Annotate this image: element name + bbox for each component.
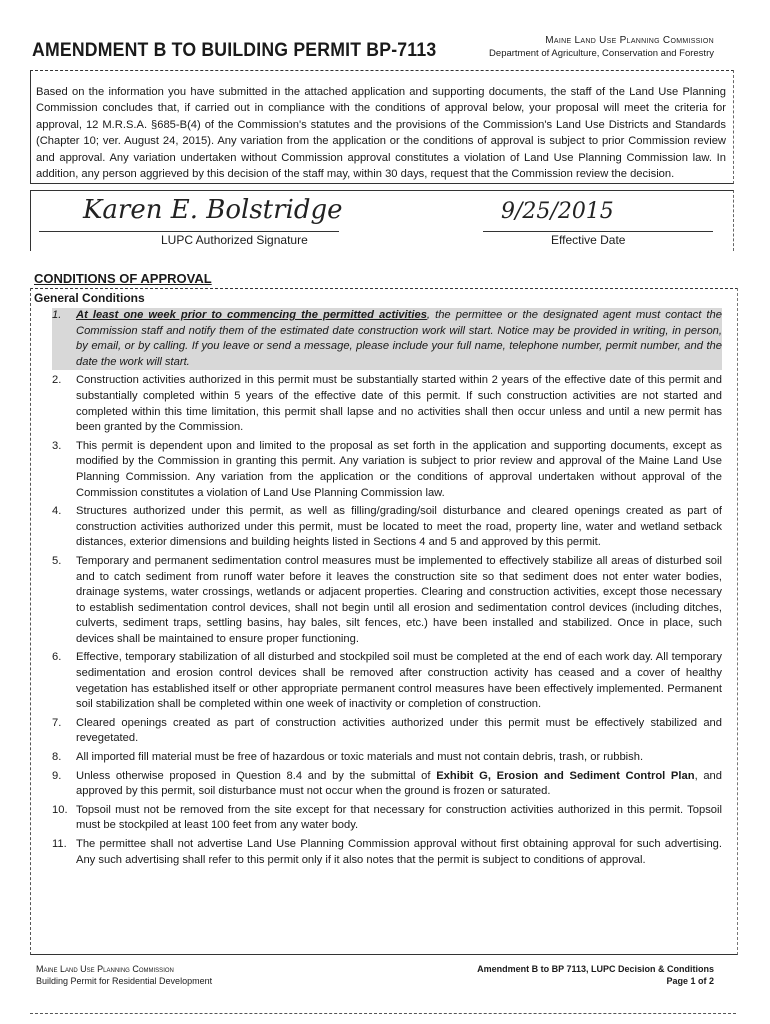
condition-item xyxy=(36,439,722,501)
condition-number: 2. xyxy=(52,374,62,387)
footer-doc-ref: Amendment B to BP 7113, LUPC Decision & Conditions xyxy=(477,964,714,974)
agency-block xyxy=(489,34,714,60)
footer-agency: Maine Land Use Planning Commission xyxy=(36,964,174,974)
condition-text: , and approved by this permit, soil disturbance must not occur when the ground is frozen or saturated. xyxy=(76,769,722,798)
agency-name: Maine Land Use Planning Commission xyxy=(545,35,714,46)
condition-item xyxy=(36,716,722,747)
condition-text: Construction activities authorized in this permit must be substantially started within 2 years of the effective date of this permit and substantially completed within 5 years of the effective date of this permit. If such construction activities are not started and completed within this time limitation, this permit shall lapse and no activities shall then occur unless and until a new permit has been granted by the Commission. xyxy=(76,374,722,434)
condition-item xyxy=(36,504,722,551)
condition-text: Temporary and permanent sedimentation control measures must be implemented to effectively stabilize all areas of disturbed soil and to catch sediment from runoff water before it leaves the construction site so that sediment does not enter water bodies, drainage systems, water crossings, wetlands or adjacent properties. Clearing and construction activities, except those necessary to establish sedimentation control devices, shall not begin until all erosion and sedimentation control devices (including ditches, culverts, sediment traps, settling basins, hay bales, silt fences, etc.) have been installed and stabilized. Once in place, such devices shall be maintained to ensure proper functioning. xyxy=(76,554,722,645)
condition-item xyxy=(36,837,722,868)
condition-item xyxy=(36,650,722,712)
signature-box xyxy=(30,190,734,251)
conditions-subheading: General Conditions xyxy=(34,291,145,305)
intro-paragraph: Based on the information you have submitted in the attached application and supporting documents, the staff of the Land Use Planning Commission concludes that, if carried out in compliance with the conditions of approval below, your proposal will meet the criteria for approval, 12 M.R.S.A. §685-B(4) of the Commission's statutes and the provisions of the Commission's Land Use Districts and Standards (Chapter 10; ver. August 24, 2015). Any variation from the application or the conditions of approval is subject to prior Commission review and approval. Any variation undertaken without Commission approval constitutes a violation of Land Use Planning Commission law. In addition, any person aggrieved by this decision of the staff may, within 30 days, request that the Commission review the decision. xyxy=(36,86,726,181)
footer-doc-type: Building Permit for Residential Development xyxy=(36,976,213,986)
condition-number: 11. xyxy=(52,838,67,850)
condition-number: 7. xyxy=(52,716,62,729)
condition-text: Cleared openings created as part of construction activities authorized under this permit must be effectively stabilized and revegetated. xyxy=(76,716,722,745)
condition-text: Topsoil must not be removed from the site except for that necessary for construction activities authorized in this permit. Topsoil must be stockpiled at least 100 feet from any water body. xyxy=(76,803,722,832)
condition-text: Structures authorized under this permit, as well as filling/grading/soil disturbance and cleared openings created as part of construction activities authorized under this permit, must be located to meet the road, property line, water and wetland setback distances, exterior dimensions and building heights listed in Sections 4 and 5 and approved by this permit. xyxy=(76,505,722,549)
signature-label: LUPC Authorized Signature xyxy=(161,233,308,247)
condition-text: Effective, temporary stabilization of all disturbed and stockpiled soil must be completed at the end of each work day. All temporary sedimentation and erosion control devices shall be removed after construction activity has ceased and a cover of healthy vegetation has established itself or other appropriate permanent control measures have been effectively implemented. Permanent soil stabilization shall be completed within one week of inactivity or completion of construction. xyxy=(76,651,722,711)
handwritten-signature: Karen E. Bolstridge xyxy=(83,195,343,225)
condition-item xyxy=(36,803,722,834)
condition-item xyxy=(36,373,722,435)
department-name: Department of Agriculture, Conservation and Forestry xyxy=(489,48,714,59)
conditions-list xyxy=(36,308,722,871)
date-line xyxy=(483,231,713,232)
condition-number: 3. xyxy=(52,439,62,452)
condition-number: 6. xyxy=(52,651,62,664)
condition-number: 1. xyxy=(52,309,62,321)
footer-right xyxy=(477,963,714,987)
condition-number: 4. xyxy=(52,505,62,518)
condition-lead: At least one week prior to commencing the permitted activities xyxy=(76,309,427,321)
condition-text: This permit is dependent upon and limited to the proposal as set forth in the application and supporting documents, except as modified by the Commission in granting this permit. Any variation is subject to prior review and approval of the Maine Land Use Planning Commission. Any variation from the application or the conditions of approval undertaken without approval of the Commission constitutes a violation of Land Use Planning Commission law. xyxy=(76,439,722,499)
condition-text-pre: Unless otherwise proposed in Question 8.4 and by the submittal of xyxy=(76,769,437,782)
page-number: Page 1 of 2 xyxy=(666,976,714,986)
footer-left xyxy=(36,963,212,987)
condition-text: The permittee shall not advertise Land Use Planning Commission approval without first obtaining approval for such advertising. Any such advertising shall refer to this permit only if it also notes that the permit is subject to conditions of approval. xyxy=(76,838,722,866)
condition-number: 5. xyxy=(52,554,62,567)
condition-number: 8. xyxy=(52,751,62,764)
condition-item xyxy=(36,769,722,800)
handwritten-date: 9/25/2015 xyxy=(501,199,614,224)
condition-item xyxy=(36,554,722,648)
condition-item xyxy=(52,308,722,370)
condition-number: 10. xyxy=(52,803,68,816)
condition-number: 9. xyxy=(52,769,62,782)
document-title: AMENDMENT B TO BUILDING PERMIT BP-7113 xyxy=(32,40,437,61)
condition-text: All imported fill material must be free of hazardous or toxic materials and must not contain debris, trash, or rubbish. xyxy=(76,751,644,764)
condition-item xyxy=(36,750,722,766)
bottom-rule xyxy=(30,1013,736,1014)
signature-line xyxy=(39,231,339,232)
conditions-heading: CONDITIONS OF APPROVAL xyxy=(34,271,212,286)
date-label: Effective Date xyxy=(551,233,626,247)
condition-exhibit: Exhibit G, Erosion and Sediment Control Plan xyxy=(436,769,695,782)
condition-text: , the permittee or the designated agent must contact the Commission staff and notify them of the estimated date construction work will start. Notice may be provided in writing, in person, by email, or by calling. If you leave or send a message, please include your full name, telephone number, permit number, and the date the work will start. xyxy=(76,309,722,368)
